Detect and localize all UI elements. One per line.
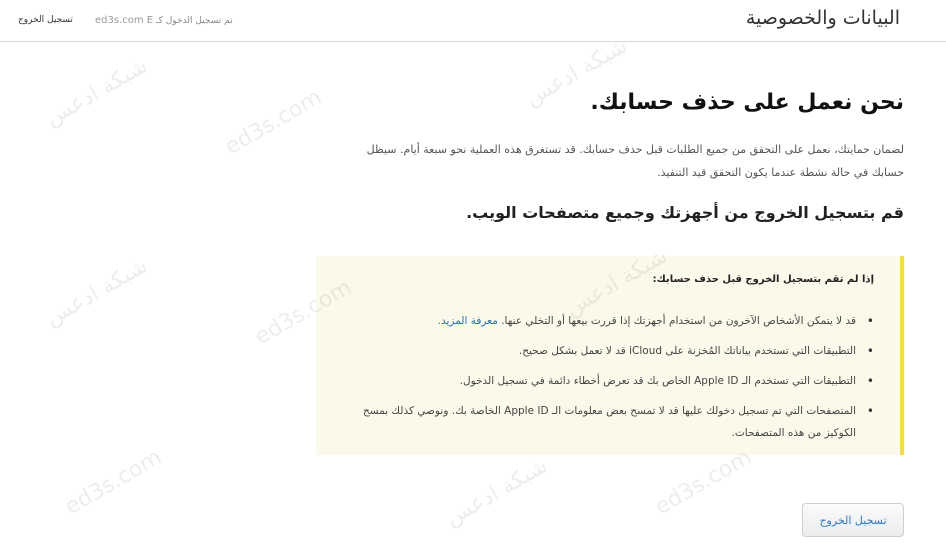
watermark-text: ed3s.com — [250, 274, 357, 351]
main-content — [0, 43, 946, 551]
signout-instructions-heading: قم بتسجيل الخروج من أجهزتك وجميع متصفحات الويب. — [466, 203, 904, 222]
watermark-text: ed3s.com — [60, 444, 167, 521]
watermark-text: شبكة ادعس — [41, 53, 152, 132]
signed-in-prefix: تم تسجيل الدخول كـ — [155, 16, 233, 26]
watermark-text: شبكة ادعس — [41, 253, 152, 332]
signed-in-email: ed3s.com E — [95, 15, 154, 26]
header-signout-link[interactable]: تسجيل الخروج — [18, 15, 73, 25]
learn-more-link[interactable]: معرفة المزيد. — [437, 315, 498, 327]
warning-item — [334, 310, 874, 332]
page-title: البيانات والخصوصية — [745, 7, 900, 29]
watermark-text: شبكة ادعس — [441, 453, 552, 532]
top-header — [0, 0, 946, 42]
warning-item-text: قد لا يتمكن الأشخاص الآخرون من استخدام أجهزتك إذا قررت بيعها أو التخلي عنها. — [501, 315, 856, 327]
bullet-icon: • — [866, 374, 874, 388]
warning-item — [334, 400, 874, 444]
warning-title: إذا لم تقم بتسجيل الخروج قبل حذف حسابك: — [652, 274, 874, 285]
watermark-text: شبكة ادعس — [521, 33, 632, 112]
bullet-icon: • — [866, 404, 874, 418]
warning-item-text: التطبيقات التي تستخدم بياناتك المُخزنة على iCloud قد لا تعمل بشكل صحيح. — [518, 345, 856, 357]
warning-item — [334, 340, 874, 362]
bullet-icon: • — [866, 344, 874, 358]
warning-list — [334, 310, 874, 452]
warning-item — [334, 370, 874, 392]
intro-line-1: لضمان حمايتك، نعمل على التحقق من جميع الطلبات قبل حذف حسابك. قد تستغرق هذه العملية نحو سبعة أيام. سيظل — [366, 143, 904, 156]
warning-item-text: التطبيقات التي تستخدم الـ Apple ID الخاص بك قد تعرض أخطاء دائمة في تسجيل الدخول. — [459, 375, 856, 387]
watermark-text: ed3s.com — [650, 444, 757, 521]
intro-line-2: حسابك في حالة نشطة عندما يكون التحقق قيد التنفيذ. — [657, 166, 904, 179]
watermark-text: ed3s.com — [220, 84, 327, 161]
signed-in-status — [95, 15, 233, 26]
deletion-heading: نحن نعمل على حذف حسابك. — [590, 90, 904, 115]
signout-button[interactable]: تسجيل الخروج — [802, 503, 904, 537]
intro-paragraph — [334, 138, 904, 184]
warning-box — [316, 256, 904, 455]
warning-item-text: المتصفحات التي تم تسجيل دخولك عليها قد لا تمسح بعض معلومات الـ Apple ID الخاصة بك. ونوصي كذلك بمسح الكوكيز من هذه المتصفحات. — [362, 405, 856, 439]
bullet-icon: • — [866, 314, 874, 328]
